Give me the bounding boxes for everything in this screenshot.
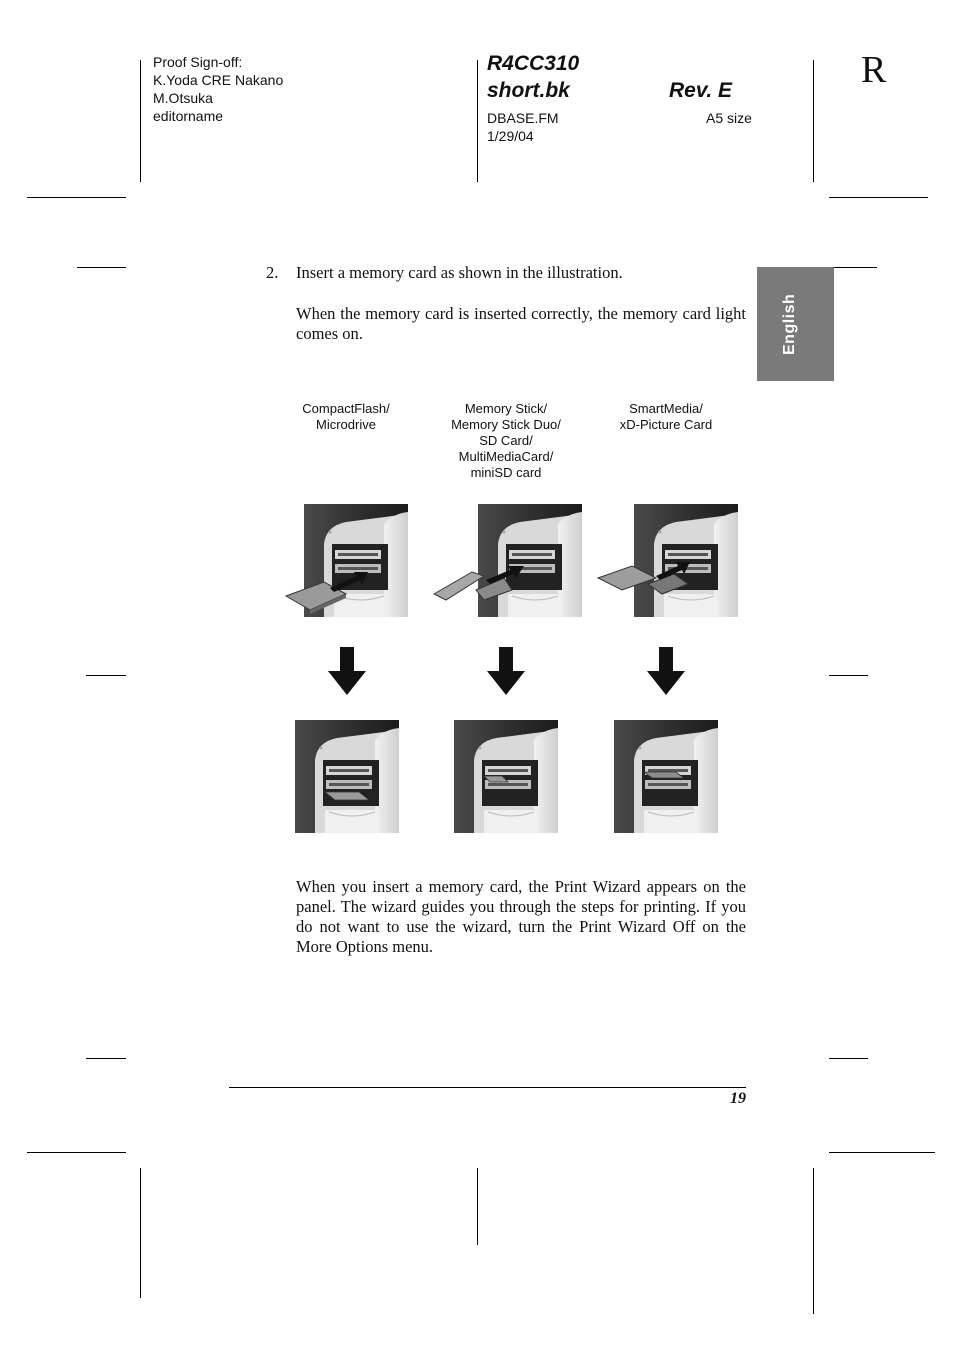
crop-mark [27,197,126,198]
label-line: SmartMedia/ [629,401,703,416]
language-tab [757,267,834,381]
label-line: Memory Stick/ [464,401,548,416]
label-line: SD Card/ [479,433,533,448]
crop-mark [829,1058,868,1059]
page-number: 19 [730,1090,746,1107]
label-line: CompactFlash/ [302,401,390,416]
card-label-memory-stick [431,401,581,481]
inserted-memory-stick-illustration [454,720,558,833]
label-line: Microdrive [316,417,376,432]
crop-mark [27,1152,126,1153]
language-tab-label: English [781,293,798,355]
proof-line: Proof Sign-off: [153,54,243,70]
proof-line: M.Otsuka [153,90,213,106]
card-label-smartmedia [601,401,731,433]
step-number: 2. [266,263,279,282]
page-size: A5 size [706,110,752,126]
step-instruction: Insert a memory card as shown in the illustration. [296,263,623,282]
crop-mark [829,675,868,676]
label-line: Memory Stick Duo/ [451,417,561,432]
crop-mark [813,1168,814,1314]
proof-line: K.Yoda CRE Nakano [153,72,284,88]
crop-mark [829,197,928,198]
step-note: When the memory card is inserted correctly, the memory card light comes on. [296,304,746,343]
crop-mark [86,675,126,676]
book-name: short.bk [487,79,570,102]
inserted-smartmedia-illustration [614,720,718,833]
date: 1/29/04 [487,128,534,144]
revision: Rev. E [669,79,733,102]
crop-mark [477,60,478,182]
label-line: MultiMediaCard/ [458,449,554,464]
footer-rule [229,1087,746,1088]
inserted-compactflash-illustration [295,720,399,833]
insert-memory-stick-illustration [432,504,582,618]
crop-mark [813,60,814,182]
doc-code: R4CC310 [487,52,580,75]
insert-smartmedia-illustration [596,504,738,618]
crop-mark [829,1152,935,1153]
arrow-down-icon [487,647,525,695]
crop-mark [140,60,141,182]
arrow-down-icon [328,647,366,695]
crop-mark [477,1168,478,1245]
crop-mark [829,267,877,268]
crop-mark [86,1058,126,1059]
file-name: DBASE.FM [487,110,559,126]
label-line: miniSD card [470,465,542,480]
corner-letter: R [861,49,887,91]
arrow-down-icon [647,647,685,695]
proof-signoff [153,53,283,125]
closing-paragraph: When you insert a memory card, the Print Wizard appears on the panel. The wizard guides you through the steps for printing. If you do not want to use the wizard, turn the Print Wizard Off on the More Options menu. [296,877,746,956]
crop-mark [140,1168,141,1298]
crop-mark [77,267,126,268]
label-line: xD-Picture Card [619,417,713,432]
proof-line: editorname [153,108,224,124]
card-label-compactflash [281,401,411,433]
insert-compactflash-illustration [284,504,408,618]
